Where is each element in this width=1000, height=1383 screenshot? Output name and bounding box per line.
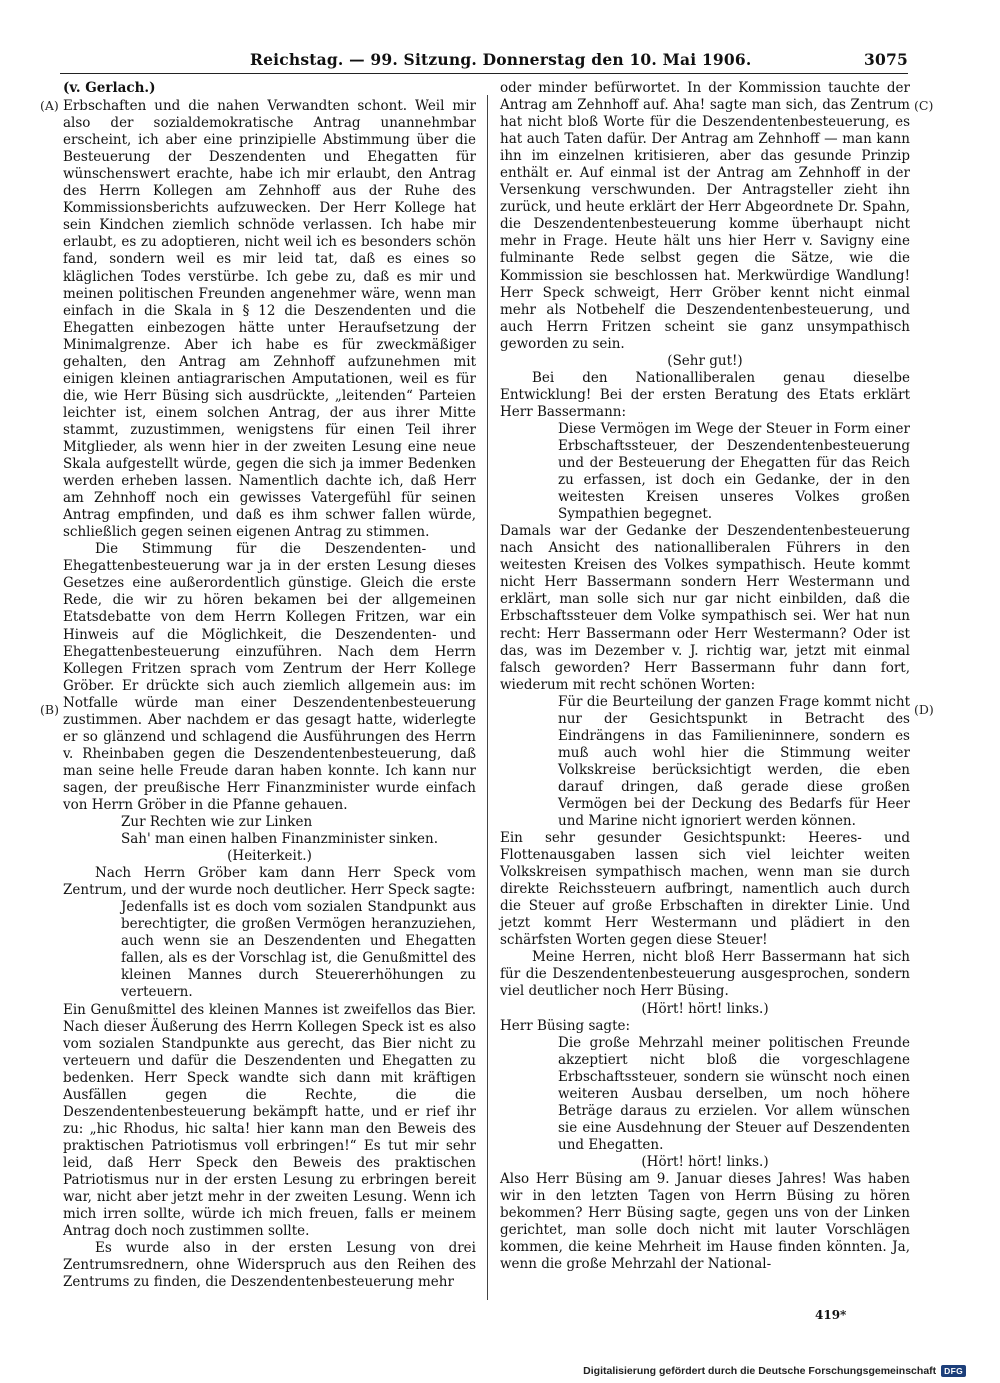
signature-mark: 419* [815,1308,847,1322]
speaker-label: (v. Gerlach.) [63,80,156,96]
right-column [500,80,910,1273]
paragraph: Also Herr Büsing am 9. Januar dieses Jahres! Was haben wir in den letzten Tagen von Herrn Büsing zu hören bekommen? Herr Büsing sagte, gegen uns von der Linken gerichtet, man solle doch nicht mit lauter Vorschlägen kommen, die keine Mehrheit im Hause finden könnten. Ja, wenn die große Mehrzahl der National- [500,1171,910,1273]
paragraph: Erbschaften und die nahen Verwandten schont. Weil mir also der sozialdemokratische Antrag unannehmbar erscheint, ich aber eine prinzipielle Abstimmung über die Besteuerung der Deszendenten und Ehegatten für wünschenswert erachte, habe ich mir erlaubt, den Antrag des Herrn Kollegen am Zehnhoff aus der Ruhe des Kommissionsberichts aufzuwecken. Der Herr Kollege hat sein Kindchen ziemlich schnöde verlassen. Ich habe mir erlaubt, es zu adoptieren, nicht weil ich es besonders schön fand, sondern weil es mir leid tat, daß es eines so kläglichen Todes verstürbe. Ich gebe zu, daß es mir und meinen politischen Freunden angenehmer wäre, wenn man einfach in die Skala in § 12 die Deszendenten und die Ehegatten einbezogen hätte unter Heraufsetzung der Minimalgrenze. Aber ich habe es für zweckmäßiger gehalten, den Antrag am Zehnhoff aufzunehmen mit einigen kleinen antiagrarischen Amputationen, weil es für die, wie Herr Büsing sich ausdrückte, „leitenden“ Parteien leichter ist, einem solchen Antrag, der aus ihrer Mitte stammt, zuzustimmen, wenigstens für einen Teil ihrer Mitglieder, als wenn hier in der zweiten Lesung eine neue Skala aufgestellt würde, gegen die sich ja immer Bedenken werden erheben lassen. Namentlich dachte ich, daß Herr am Zehnhoff noch ein gewisses Vatergefühl für seinen Antrag empfinden, und daß es ihm schwer fallen würde, schließlich gegen seinen eigenen Antrag zu stimmen. [63,98,476,541]
reaction-note: (Heiterkeit.) [227,848,312,865]
reaction-note: (Hört! hört! links.) [641,1000,769,1017]
running-header [60,47,908,74]
left-column [63,80,476,1291]
page-number: 3075 [864,50,908,69]
block-quote: Für die Beurteilung der ganzen Frage kommt nicht nur der Gesichtspunkt in Betracht des Eindrängens in das Familieninnere, sondern es muß auch wohl hier die Stimmung weiter Volkskreise berücksichtigt werden, die eben darauf dringen, daß gerade diese großen Vermögen bei der Deckung des Bedarfs für Heer und Marine nicht ignoriert werden können. [558,693,910,830]
verse-line: Zur Rechten wie zur Linken [121,814,313,831]
footer-text: Digitalisierung gefördert durch die Deutsche Forschungsgemeinschaft [583,1365,937,1377]
paragraph: Meine Herren, nicht bloß Herr Bassermann hat sich für die Deszendentenbesteuerung ausgesprochen, sondern viel deutlicher noch Herr Büsing. [500,949,910,1000]
digitization-footer [583,1365,966,1377]
paragraph: Die Stimmung für die Deszendenten- und Ehegattenbesteuerung war ja in der ersten Lesung dieses Gesetzes eine außerordentlich günstige. Gleich die erste Rede, die wir zu hören bekamen bei der allgemeinen Etatsdebatte von dem Herrn Kollegen Fritzen, war ein Hinweis auf die Möglichkeit, die Deszendenten- und Ehegattenbesteuerung einzuführen. Nach dem Herrn Kollegen Fritzen sprach vom Zentrum der Herr Kollege Gröber. Er drückte sich auch ziemlich allgemein aus: im Notfalle würde man einer Deszendentenbesteuerung zustimmen. Aber nachdem er das gesagt hatte, widerlegte er so glänzend und schlagend die Ausführungen des Herrn v. Rheinbaben gegen die Deszendentenbesteuerung, daß man seine helle Freude daran haben konnte. Ich kann nur sagen, der preußische Herr Finanzminister wurde einfach von Herrn Gröber in die Pfanne gehauen. [63,541,476,813]
margin-marker-b: (B) [40,702,59,717]
margin-marker-a: (A) [40,98,59,113]
paragraph: Ein sehr gesunder Gesichtspunkt: Heeres- und Flottenausgaben lassen sich viel leichter weiten Volkskreisen sympathisch machen, wenn man sie durch direkte Reichssteuern aufbringt, namentlich auch durch die Steuer auf große Erbschaften in direkter Linie. Und jetzt kommt Herr Westermann und plädiert in den schärfsten Worten gegen diese Steuer! [500,830,910,949]
margin-marker-c: (C) [914,98,934,113]
paragraph: Damals war der Gedanke der Deszendentenbesteuerung nach Ansicht des nationalliberalen Führers in den weitesten Kreisen des Volkes sympathisch. Heute kommt nicht Herr Bassermann sondern Herr Westermann und erklärt, man solle sich nur gar nicht einbilden, daß die Erbschaftssteuer dem Volke sympathisch sei. Wer hat nun recht: Herr Bassermann oder Herr Westermann? Oder ist das, was im Dezember v. J. richtig war, jetzt mit einmal falsch geworden? Herr Bassermann fuhr dann fort, wiederum mit recht schönen Worten: [500,523,910,693]
paragraph: Herr Büsing sagte: [500,1017,631,1034]
header-title: Reichstag. — 99. Sitzung. Donnerstag den 10. Mai 1906. [250,50,752,69]
block-quote: Diese Vermögen im Wege der Steuer in Form einer Erbschaftssteuer, der Deszendentenbesteuerung und der Besteuerung der Ehegatten für das Reich zu erfassen, ist doch ein Gedanke, der in den weitesten Kreisen unseres Volkes großen Sympathien begegnet. [558,420,910,523]
paragraph: Bei den Nationalliberalen genau dieselbe Entwicklung! Bei der ersten Beratung des Etats erklärt Herr Bassermann: [500,369,910,420]
reaction-note: (Hört! hört! links.) [641,1153,769,1170]
paragraph: Nach Herrn Gröber kam dann Herr Speck vom Zentrum, und der wurde noch deutlicher. Herr Speck sagte: [63,865,476,899]
block-quote: Jedenfalls ist es doch vom sozialen Standpunkt aus berechtigter, die großen Vermögen heranzuziehen, auch wenn sie an Deszendenten und Ehegatten fallen, als es der Vorschlag ist, die Genußmittel des kleinen Mannes durch Steuererhöhungen zu verteuern. [121,899,476,1001]
paragraph: Es wurde also in der ersten Lesung von drei Zentrumsrednern, ohne Widerspruch aus den Reihen des Zentrums zu finden, die Deszendentenbesteuerung mehr [63,1240,476,1291]
block-quote: Die große Mehrzahl meiner politischen Freunde akzeptiert nicht bloß die vorgeschlagene Erbschaftssteuer, sondern sie wünscht noch einen weiteren Ausbau derselben, um noch höhere Beträge daraus zu erzielen. Vor allem wünschen sie eine Ausdehnung der Steuer auf Deszendenten und Ehegatten. [558,1034,910,1153]
reaction-note: (Sehr gut!) [667,352,743,369]
column-divider [487,95,488,1300]
paragraph: Ein Genußmittel des kleinen Mannes ist zweifellos das Bier. Nach dieser Äußerung des Herrn Kollegen Speck ist es also vom sozialen Standpunkte aus gerecht, das Bier nicht zu verteuern und dafür die Deszendenten und Ehegatten zu bedenken. Herr Speck wandte sich dann mit kräftigen Ausfällen gegen die Rechte, die die Deszendentenbesteuerung bekämpft hatte, und er rief ihr zu: „hic Rhodus, hic salta! hier kann man den Beweis des praktischen Patriotismus voll erbringen!“ Es tut mir sehr leid, daß Herr Speck den Beweis des praktischen Patriotismus nur in der ersten Lesung zu erbringen bereit war, nicht aber jetzt mehr in der zweiten Lesung. Wenn ich mich irren sollte, würde ich mich freuen, falls er meinem Antrag doch noch zustimmen sollte. [63,1001,476,1240]
margin-marker-d: (D) [914,702,934,717]
paragraph: oder minder befürwortet. In der Kommission tauchte der Antrag am Zehnhoff auf. Aha! sagte man sich, das Zentrum hat nicht bloß Worte für die Deszendentenbesteuerung, es hat auch Taten dafür. Der Antrag am Zehnhoff — man kann ihn im einzelnen kritisieren, aber das gesunde Prinzip enthält er. Auf einmal ist der Antrag am Zehnhoff in der Versenkung verschwunden. Der Antragsteller zieht ihn zurück, und heute erklärt der Herr Abgeordnete Dr. Spahn, die Deszendentenbesteuerung komme überhaupt nicht mehr in Frage. Heute hält uns hier Herr v. Savigny eine fulminante Rede selbst gegen die Sätze, wie die Kommission sie beschlossen hat. Merkwürdige Wandlung! Herr Speck schweigt, Herr Gröber kennt nicht einmal mehr als Notbehelf die Deszendentenbesteuerung, und auch Herrn Fritzen scheint sie ganz unsympathisch geworden zu sein. [500,80,910,352]
verse-line: Sah' man einen halben Finanzminister sinken. [121,831,439,848]
dfg-logo-icon: DFG [941,1365,966,1377]
